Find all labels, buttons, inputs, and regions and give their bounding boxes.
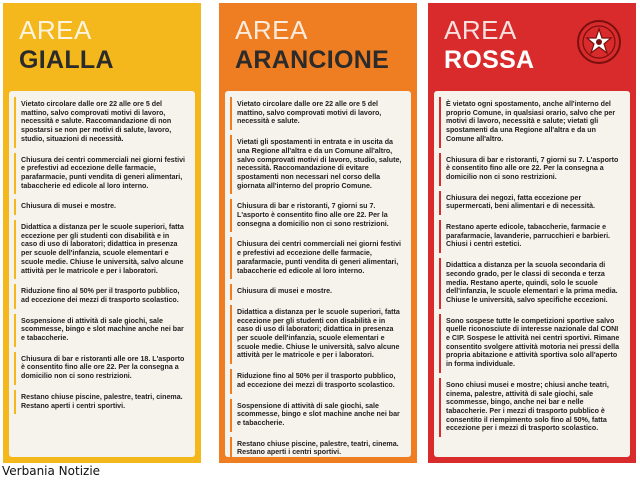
zone-name: ARANCIONE bbox=[235, 46, 390, 74]
area-word: AREA bbox=[19, 15, 92, 45]
rule-item: Chiusura dei centri commerciali nei giorni festivi e prefestivi ad eccezione delle farmacie, parafarmacie, punti vendita di generi alimentari, tabaccherie ed edicole al loro interno. bbox=[14, 153, 190, 195]
rule-item: Sono sospese tutte le competizioni sportive salvo quelle riconosciute di interesse nazionale dal CONI e CIP. Sospese le attività nei centri sportivi. Rimane consentito svolgere attività motoria nei pressi della propria abitazione e attività sportiva solo all'aperto in forma individuale. bbox=[439, 314, 625, 373]
rule-item: Riduzione fino al 50% per il trasporto pubblico, ad eccezione dei mezzi di trasporto scolastico. bbox=[14, 284, 190, 308]
rule-item: Chiusura di bar e ristoranti, 7 giorni su 7. L'asporto è consentito fino alle ore 22. Per la consegna a domicilio non ci sono restrizioni. bbox=[439, 153, 625, 186]
rule-item: Vietato circolare dalle ore 22 alle ore 5 del mattino, salvo comprovati motivi di lavoro, necessità e salute. bbox=[230, 97, 406, 130]
zone-name: GIALLA bbox=[19, 46, 114, 74]
rule-item: Riduzione fino al 50% per il trasporto pubblico, ad eccezione dei mezzi di trasporto scolastico. bbox=[230, 369, 406, 393]
rules-list bbox=[14, 97, 190, 414]
italian-republic-emblem-icon bbox=[576, 19, 622, 65]
rules-panel bbox=[225, 91, 411, 457]
zone-column-gialla bbox=[3, 3, 201, 463]
rule-item: Restano chiuse piscine, palestre, teatri, cinema. Restano aperti i centri sportivi. bbox=[230, 437, 406, 457]
zone-header bbox=[428, 3, 636, 88]
zone-column-rossa bbox=[428, 3, 636, 463]
zone-name: ROSSA bbox=[444, 46, 535, 74]
rule-item: Restano aperte edicole, tabaccherie, farmacie e parafarmacie, lavanderie, parrucchieri e barbieri. Chiusi i centri estetici. bbox=[439, 220, 625, 253]
rules-list bbox=[230, 97, 406, 457]
zone-header bbox=[219, 3, 417, 88]
rule-item: Restano chiuse piscine, palestre, teatri, cinema. Restano aperti i centri sportivi. bbox=[14, 390, 190, 414]
source-caption: Verbania Notizie bbox=[2, 464, 101, 478]
rule-item: Sospensione di attività di sale giochi, sale scommesse, bingo e slot machine anche nei bar e tabaccherie. bbox=[14, 314, 190, 347]
rule-item: Chiusura dei negozi, fatta eccezione per supermercati, beni alimentari e di necessità. bbox=[439, 191, 625, 215]
rules-panel bbox=[434, 91, 630, 457]
rule-item: Sono chiusi musei e mostre; chiusi anche teatri, cinema, palestre, attività di sale giochi, sale scommesse, bingo, anche nei bar e nelle tabaccherie. Per i mezzi di trasporto pubblico è consentito il riempimento solo fino al 50%, fatta eccezione per i mezzi di trasporto scolastico. bbox=[439, 378, 625, 437]
rules-panel bbox=[9, 91, 195, 457]
area-word: AREA bbox=[444, 15, 517, 45]
rule-item: Chiusura dei centri commerciali nei giorni festivi e prefestivi ad eccezione delle farmacie, parafarmacie, punti vendita di generi alimentari, tabaccherie ed edicole al loro interno. bbox=[230, 237, 406, 279]
rule-item: Vietati gli spostamenti in entrata e in uscita da una Regione all'altra e da un Comune all'altro, salvo comprovati motivi di lavoro, studio, salute, necessità. Raccomandazione di evitare spostamenti non necessari nel corso della giornata all'interno del proprio Comune. bbox=[230, 135, 406, 194]
rule-item: Didattica a distanza per la scuola secondaria di secondo grado, per le classi di seconda e terza media. Restano aperte, quindi, solo le scuole dell'infanzia, le scuole elementari e la prima media. Chiuse le università, salvo specifiche eccezioni. bbox=[439, 258, 625, 309]
rule-item: Didattica a distanza per le scuole superiori, fatta eccezione per gli studenti con disabilità e in caso di uso di laboratori; didattica in presenza per scuole dell'infanzia, scuole elementari e scuole medie. Chiuse le università, salvo alcune attività per le matricole e per i laboratori. bbox=[230, 305, 406, 364]
rules-list bbox=[439, 97, 625, 437]
rule-item: Chiusura di musei e mostre. bbox=[230, 284, 406, 300]
rule-item: Chiusura di bar e ristoranti, 7 giorni su 7. L'asporto è consentito fino alle ore 22. Per la consegna a domicilio non ci sono restrizioni. bbox=[230, 199, 406, 232]
area-word: AREA bbox=[235, 15, 308, 45]
rule-item: Sospensione di attività di sale giochi, sale scommesse, bingo e slot machine anche nei bar e tabaccherie. bbox=[230, 399, 406, 432]
zone-column-arancione bbox=[219, 3, 417, 463]
rule-item: Chiusura di musei e mostre. bbox=[14, 199, 190, 215]
rule-item: Chiusura di bar e ristoranti alle ore 18. L'asporto è consentito fino alle ore 22. Per la consegna a domicilio non ci sono restrizioni. bbox=[14, 352, 190, 385]
rule-item: È vietato ogni spostamento, anche all'interno del proprio Comune, in qualsiasi orario, salvo che per motivi di lavoro, necessità e salute; vietati gli spostamenti da una Regione all'altra e da un Comune all'altro. bbox=[439, 97, 625, 148]
rule-item: Didattica a distanza per le scuole superiori, fatta eccezione per gli studenti con disabilità e in caso di uso di laboratori; didattica in presenza per scuole dell'infanzia, scuole elementari e scuole medie. Chiuse le università, salvo alcune attività per le matricole e per i laboratori. bbox=[14, 220, 190, 279]
rule-item: Vietato circolare dalle ore 22 alle ore 5 del mattino, salvo comprovati motivi di lavoro, necessità e salute. Raccomandazione di non spostarsi se non per motivi di salute, lavoro, studio, situazioni di necessità. bbox=[14, 97, 190, 148]
zone-header bbox=[3, 3, 201, 88]
